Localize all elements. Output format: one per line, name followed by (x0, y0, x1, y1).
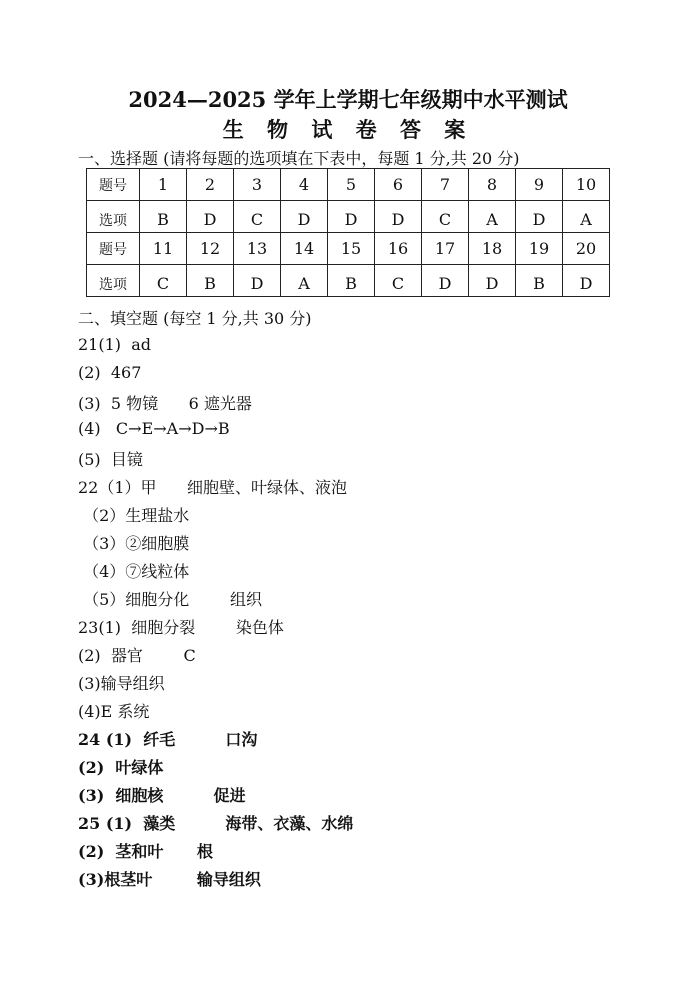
answer-line: (3) 5 物镜 6 遮光器 (78, 394, 252, 413)
answer-line: (4)E 系统 (78, 702, 150, 721)
answer-line: (2) 器官 C (78, 646, 196, 665)
answer-cell: D (516, 201, 563, 233)
question-number: 16 (375, 233, 422, 265)
answer-line: (2) 467 (78, 363, 142, 382)
question-number: 20 (563, 233, 610, 265)
answer-line: 23(1) 细胞分裂 染色体 (78, 618, 284, 637)
answer-cell: B (328, 265, 375, 297)
answer-line: 24 (1) 纤毛 口沟 (78, 730, 258, 749)
answer-line: (4) C→E→A→D→B (78, 419, 230, 438)
answer-cell: B (516, 265, 563, 297)
question-number: 18 (469, 233, 516, 265)
answer-cell: B (187, 265, 234, 297)
answer-line: 21(1) ad (78, 335, 151, 354)
question-number: 14 (281, 233, 328, 265)
answer-line: （3）②细胞膜 (78, 534, 190, 553)
answer-line: (2) 茎和叶 根 (78, 842, 213, 861)
section-1-heading: 一、选择题 (请将每题的选项填在下表中，每题 1 分,共 20 分) (78, 149, 520, 168)
answer-cell: D (281, 201, 328, 233)
question-number: 12 (187, 233, 234, 265)
question-number: 11 (140, 233, 187, 265)
answer-line: (5) 目镜 (78, 450, 143, 469)
page-subtitle: 生 物 试 卷 答 案 (222, 117, 474, 142)
answer-cell: D (328, 201, 375, 233)
question-number: 8 (469, 169, 516, 201)
question-number: 9 (516, 169, 563, 201)
answer-cell: C (140, 265, 187, 297)
answer-line: (2) 叶绿体 (78, 758, 164, 777)
table-row-numbers-2 (87, 233, 610, 265)
question-number: 10 (563, 169, 610, 201)
label-question-number: 题号 (87, 169, 140, 201)
question-number: 19 (516, 233, 563, 265)
question-number: 13 (234, 233, 281, 265)
answer-cell: D (187, 201, 234, 233)
question-number: 7 (422, 169, 469, 201)
answer-cell: D (469, 265, 516, 297)
table-row-numbers-1 (87, 169, 610, 201)
answer-cell: C (375, 265, 422, 297)
label-question-number: 题号 (87, 233, 140, 265)
answer-line: 25 (1) 藻类 海带、衣藻、水绵 (78, 814, 354, 833)
answer-line: (3) 细胞核 促进 (78, 786, 246, 805)
answer-cell: D (422, 265, 469, 297)
answer-line: （5）细胞分化 组织 (78, 590, 262, 609)
answer-cell: A (469, 201, 516, 233)
label-option: 选项 (87, 265, 140, 297)
question-number: 1 (140, 169, 187, 201)
table-row-answers-2 (87, 265, 610, 297)
answer-cell: D (234, 265, 281, 297)
answer-line: （2）生理盐水 (78, 506, 190, 525)
answer-line: (3)根茎叶 输导组织 (78, 870, 261, 889)
question-number: 15 (328, 233, 375, 265)
answer-table (86, 168, 610, 297)
question-number: 17 (422, 233, 469, 265)
question-number: 6 (375, 169, 422, 201)
answer-cell: A (563, 201, 610, 233)
question-number: 2 (187, 169, 234, 201)
table-row-answers-1 (87, 201, 610, 233)
answer-cell: A (281, 265, 328, 297)
answer-line: （4）⑦线粒体 (78, 562, 190, 581)
answer-line: 22（1）甲 细胞壁、叶绿体、液泡 (78, 478, 348, 497)
question-number: 4 (281, 169, 328, 201)
answer-line: (3)输导组织 (78, 674, 165, 693)
question-number: 3 (234, 169, 281, 201)
answer-cell: B (140, 201, 187, 233)
answer-cell: D (563, 265, 610, 297)
answer-cell: D (375, 201, 422, 233)
section-2-heading: 二、填空题 (每空 1 分,共 30 分) (78, 309, 312, 328)
answer-cell: C (234, 201, 281, 233)
question-number: 5 (328, 169, 375, 201)
answer-cell: C (422, 201, 469, 233)
page-title: 2024—2025 学年上学期七年级期中水平测试 (128, 87, 568, 112)
label-option: 选项 (87, 201, 140, 233)
